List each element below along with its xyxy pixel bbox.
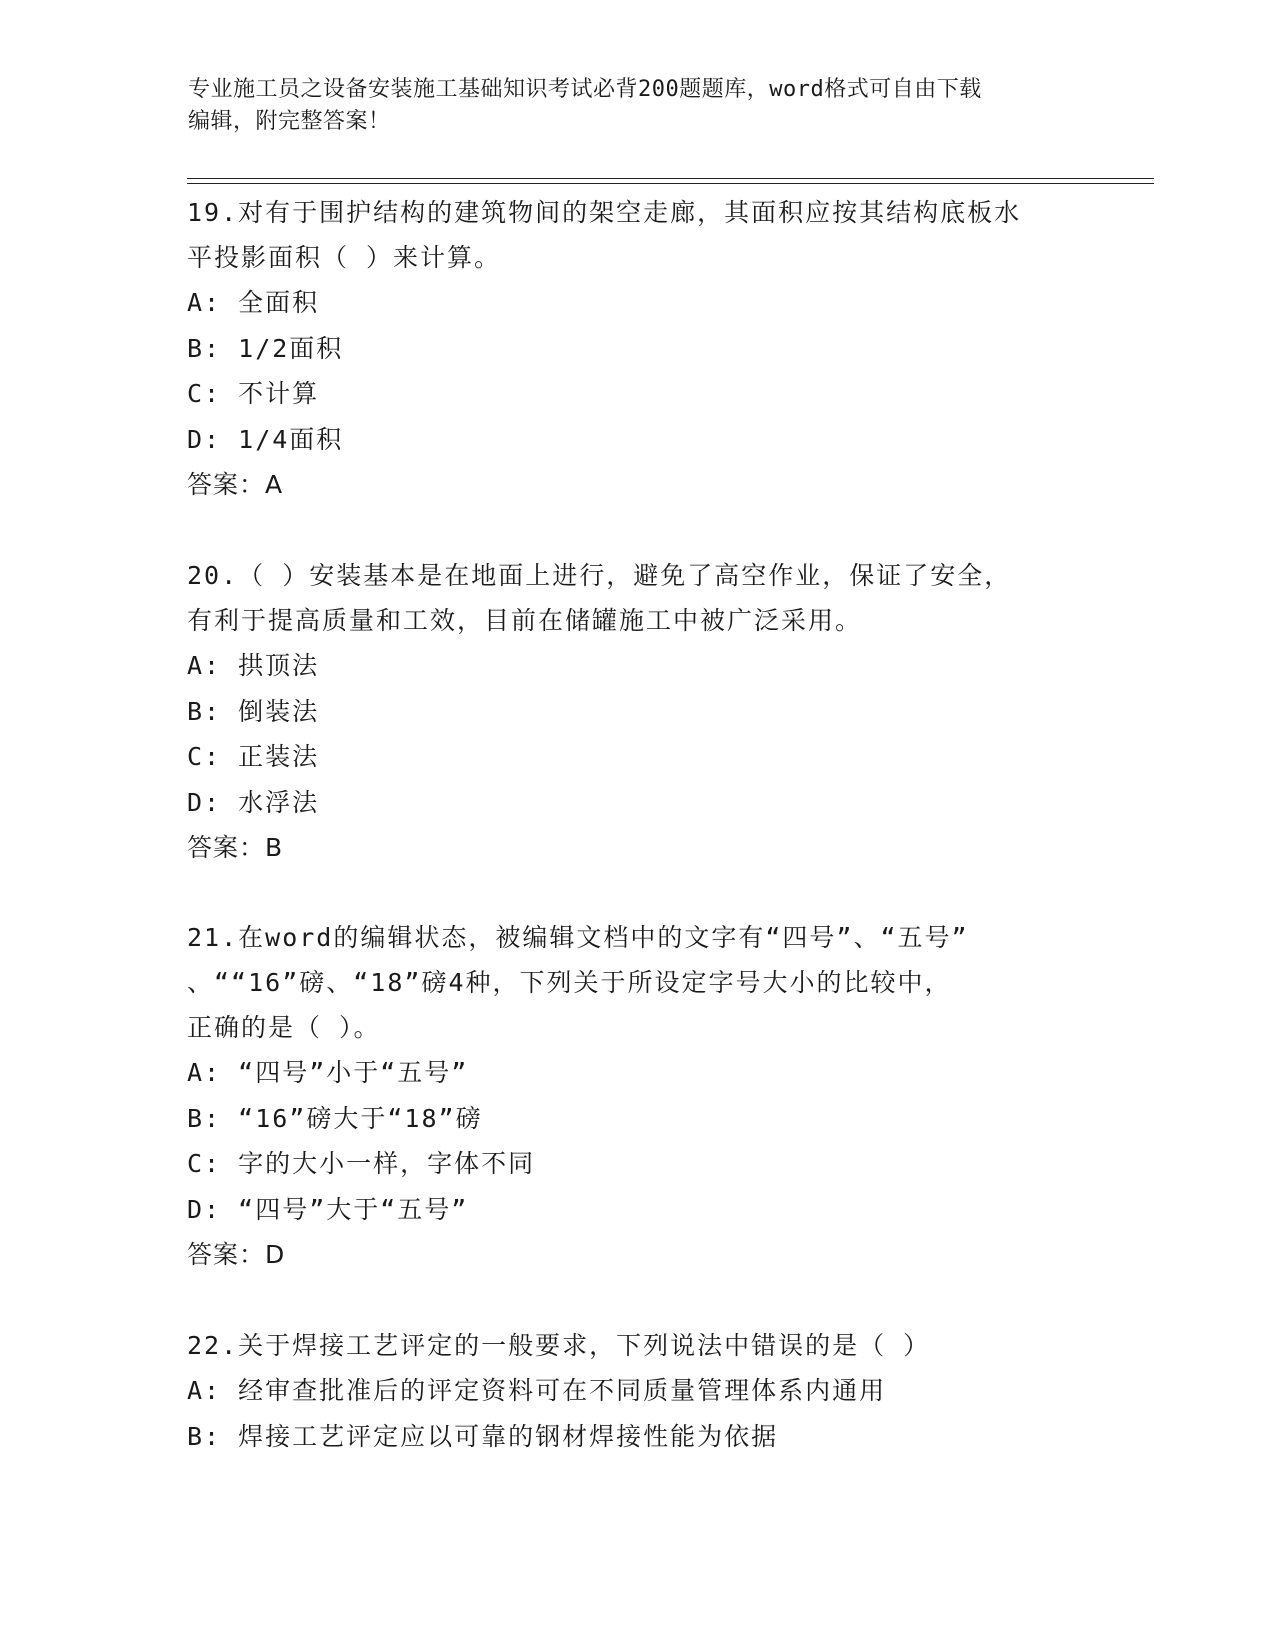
option-a: A: 全面积	[187, 288, 320, 317]
option-c: C: 不计算	[187, 379, 320, 408]
option-d: D: 1/4面积	[187, 424, 344, 454]
question-line: 、““16”磅、“18”磅4种，下列关于所设定字号大小的比较中，	[187, 968, 952, 997]
question-line: 有利于提高质量和工效，目前在储罐施工中被广泛采用。	[187, 606, 863, 635]
option-a: A: 拱顶法	[187, 651, 320, 680]
option-d: D: “四号”大于“五号”	[187, 1194, 469, 1224]
question-line: 19.对有于围护结构的建筑物间的架空走廊，其面积应按其结构底板水	[187, 198, 1022, 227]
option-b: B: 倒装法	[187, 696, 320, 726]
question-line: 正确的是（ ）。	[187, 1013, 381, 1042]
document-header	[188, 74, 1088, 138]
question-22	[187, 1323, 1087, 1459]
question-line: 22.关于焊接工艺评定的一般要求，下列说法中错误的是（ ）	[187, 1331, 931, 1360]
option-a: A: “四号”小于“五号”	[187, 1058, 469, 1087]
answer: 答案：D	[187, 1240, 286, 1269]
question-line: 21.在word的编辑状态，被编辑文档中的文字有“四号”、“五号”	[187, 923, 969, 952]
option-a: A: 经审查批准后的评定资料可在不同质量管理体系内通用	[187, 1376, 887, 1405]
question-21	[187, 915, 1087, 1277]
option-b: B: “16”磅大于“18”磅	[187, 1103, 483, 1133]
question-line: 平投影面积（ ）来计算。	[187, 243, 502, 272]
option-b: B: 焊接工艺评定应以可靠的钢材焊接性能为依据	[187, 1421, 779, 1451]
question-20	[187, 553, 1087, 870]
question-line: 20.（ ）安装基本是在地面上进行，避免了高空作业，保证了安全，	[187, 561, 1012, 590]
header-line-1: 专业施工员之设备安装施工基础知识考试必背200题题库，word格式可自由下载	[188, 77, 982, 102]
answer: 答案：B	[187, 833, 284, 862]
header-divider-bottom	[187, 183, 1154, 184]
header-divider-top	[187, 178, 1154, 179]
question-19	[187, 190, 1087, 507]
option-d: D: 水浮法	[187, 787, 320, 817]
option-c: C: 正装法	[187, 742, 320, 771]
header-line-2: 编辑，附完整答案！	[188, 109, 391, 134]
option-b: B: 1/2面积	[187, 333, 344, 363]
answer: 答案：A	[187, 470, 284, 499]
option-c: C: 字的大小一样，字体不同	[187, 1149, 536, 1178]
